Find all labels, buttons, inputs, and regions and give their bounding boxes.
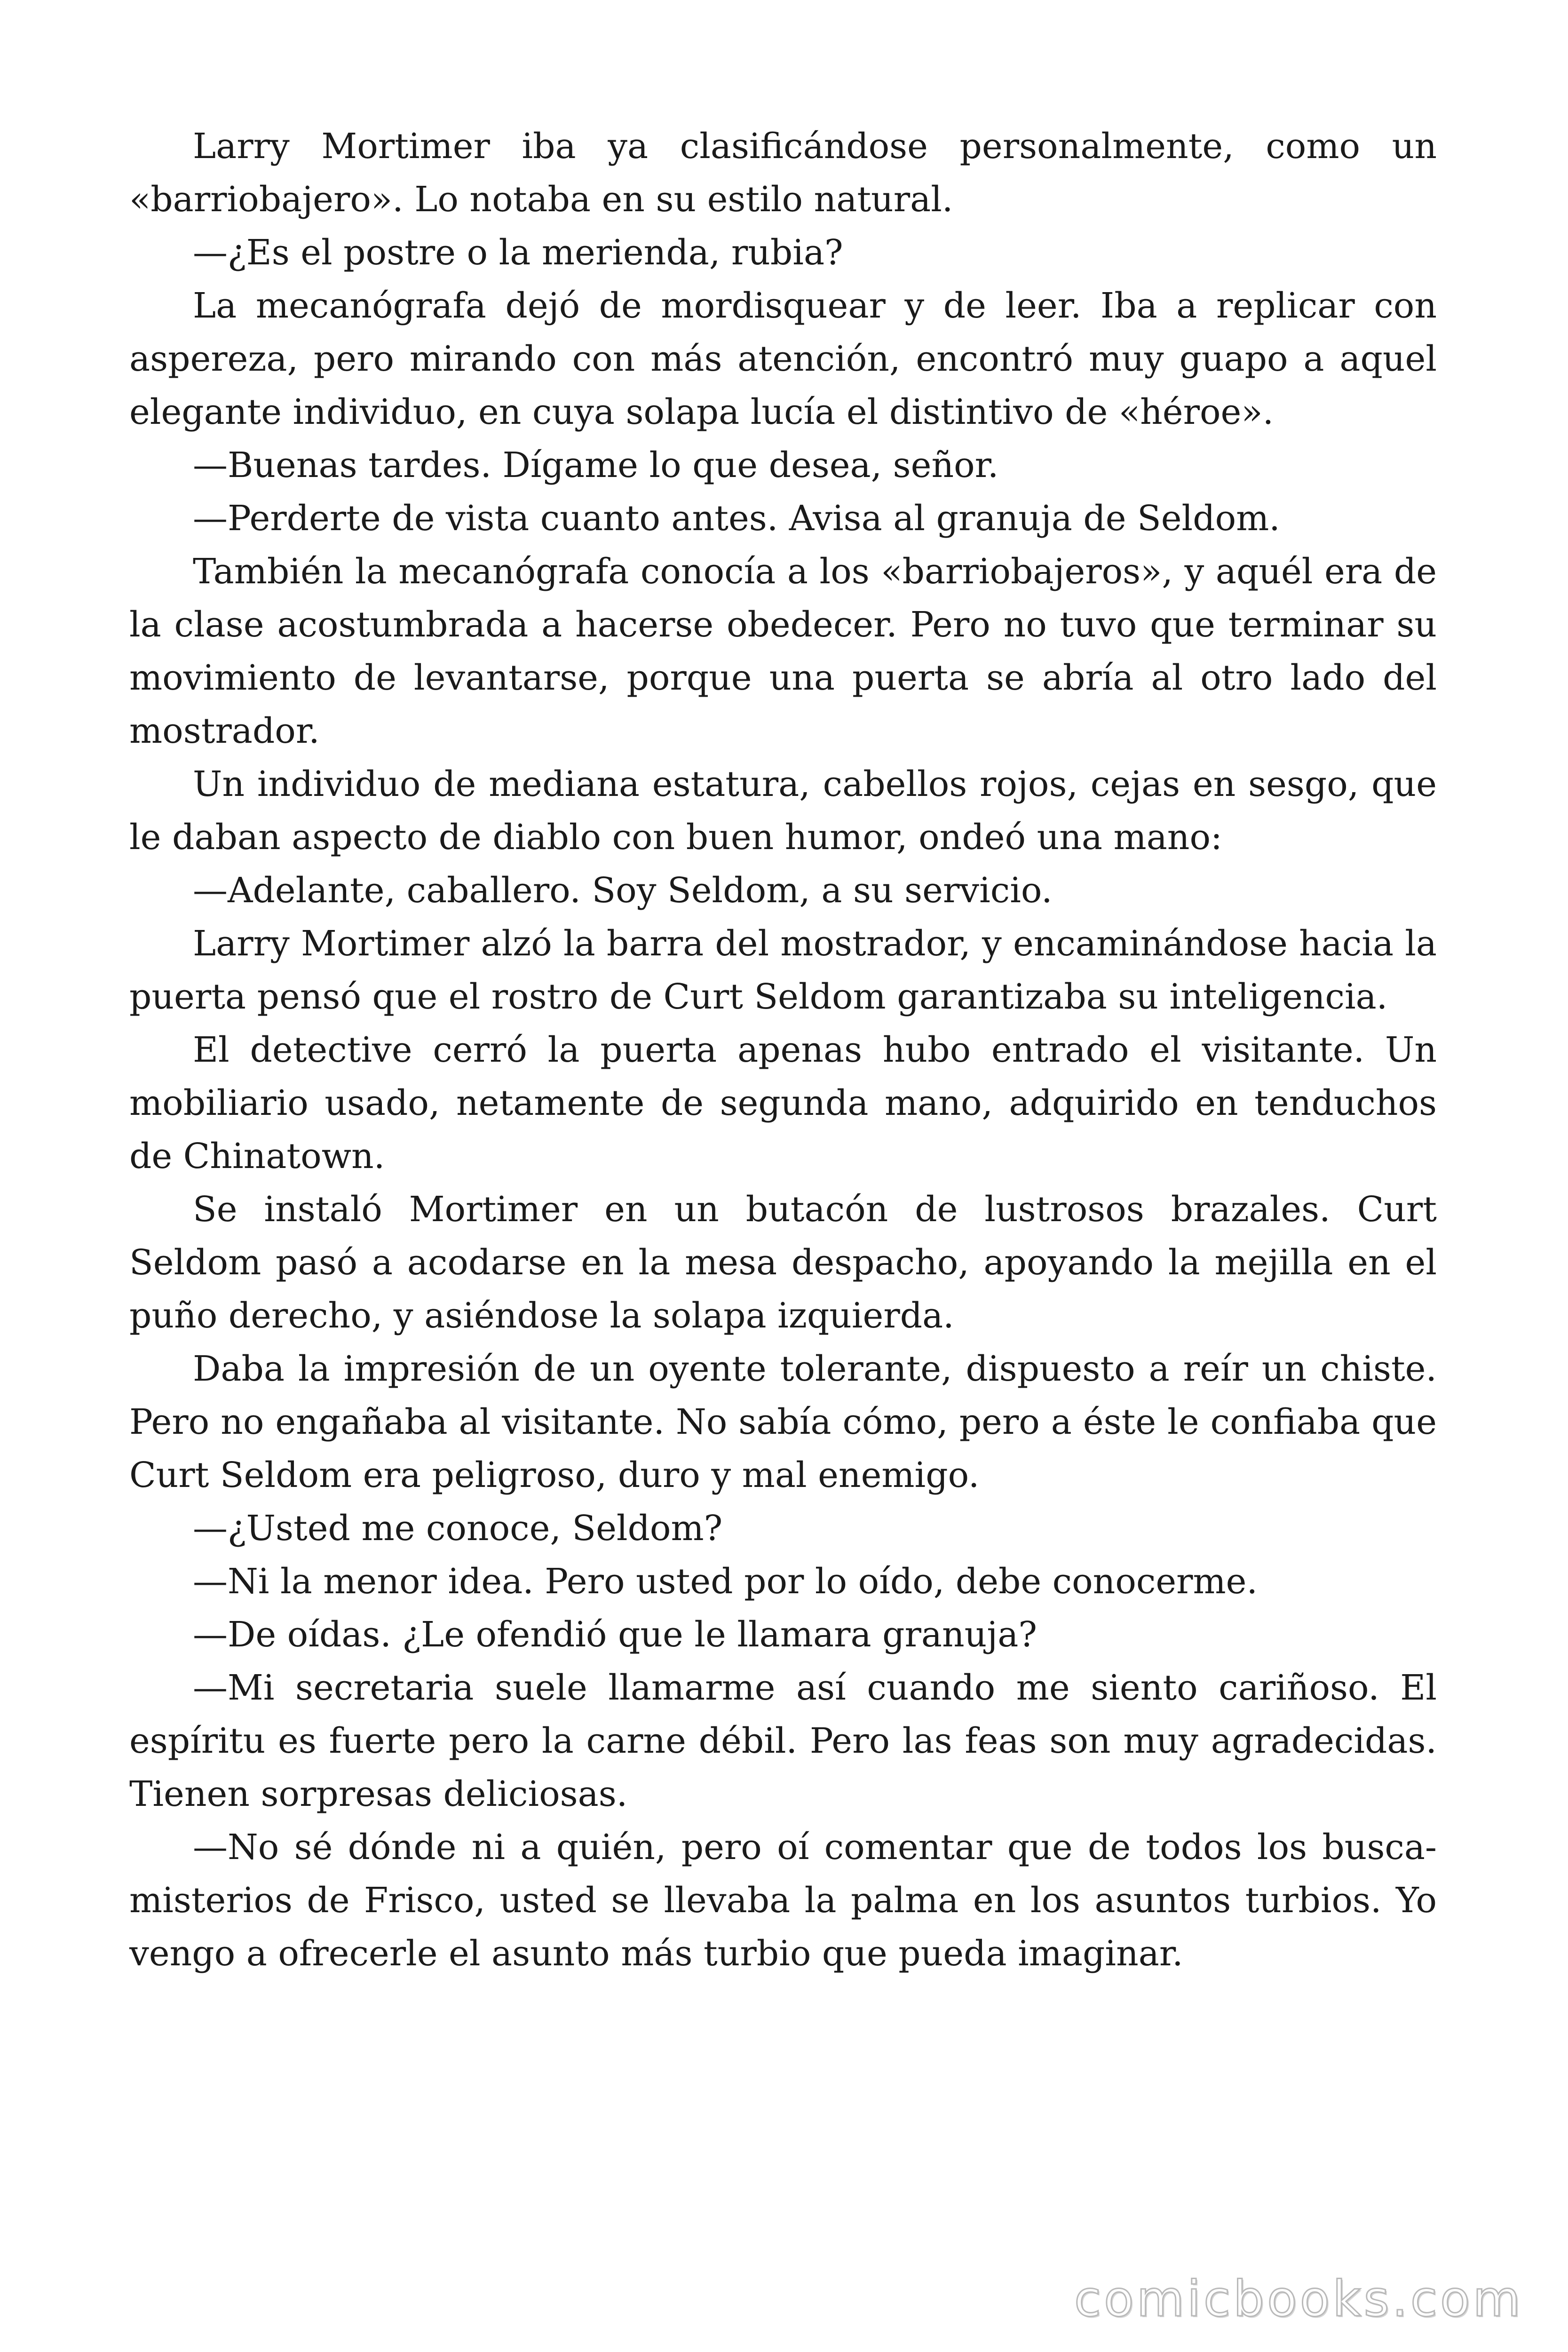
- paragraph: La mecanógrafa dejó de mordisquear y de leer. Iba a replicar con aspereza, pero mirando con más atención, encontró muy guapo a aquel elegante individuo, en cuya solapa lucía el distintivo de «héroe».: [129, 286, 1437, 432]
- paragraph: —No sé dónde ni a quién, pero oí comentar que de todos los busca-misterios de Frisco, usted se llevaba la palma en los asuntos turbios. Yo vengo a ofrecerle el asunto más turbio que pueda imaginar.: [129, 1827, 1437, 1974]
- paragraph: —¿Es el postre o la merienda, rubia?: [193, 232, 843, 273]
- paragraph: —Buenas tardes. Dígame lo que desea, señor.: [193, 445, 999, 485]
- body-text: [129, 120, 1437, 1980]
- paragraph: El detective cerró la puerta apenas hubo entrado el visitante. Un mobiliario usado, netamente de segunda mano, adquirido en tenduchos de Chinatown.: [129, 1030, 1437, 1176]
- paragraph: —Mi secretaria suele llamarme así cuando me siento cariñoso. El espíritu es fuerte pero la carne débil. Pero las feas son muy agradecidas. Tienen sorpresas deliciosas.: [129, 1668, 1437, 1814]
- paragraph: También la mecanógrafa conocía a los «barriobajeros», y aquél era de la clase acostumbrada a hacerse obedecer. Pero no tuvo que terminar su movimiento de levantarse, porque una puerta se abría al otro lado del mostrador.: [129, 551, 1437, 751]
- paragraph: Larry Mortimer iba ya clasificándose personalmente, como un «barriobajero». Lo notaba en su estilo natural.: [129, 126, 1437, 220]
- paragraph: —Perderte de vista cuanto antes. Avisa al granuja de Seldom.: [193, 498, 1280, 539]
- paragraph: Un individuo de mediana estatura, cabellos rojos, cejas en sesgo, que le daban aspecto de diablo con buen humor, ondeó una mano:: [129, 764, 1437, 858]
- paragraph: Daba la impresión de un oyente tolerante, dispuesto a reír un chiste. Pero no engañaba al visitante. No sabía cómo, pero a éste le confiaba que Curt Seldom era peligroso, duro y mal enemigo.: [129, 1349, 1437, 1495]
- watermark-text: comicbooks.com: [1074, 2270, 1523, 2328]
- paragraph: Larry Mortimer alzó la barra del mostrador, y encaminándose hacia la puerta pensó que el rostro de Curt Seldom garantizaba su inteligencia.: [129, 923, 1437, 1017]
- paragraph: —Adelante, caballero. Soy Seldom, a su servicio.: [193, 870, 1053, 911]
- paragraph: —Ni la menor idea. Pero usted por lo oído, debe conocerme.: [193, 1561, 1258, 1602]
- paragraph: Se instaló Mortimer en un butacón de lustrosos brazales. Curt Seldom pasó a acodarse en la mesa despacho, apoyando la mejilla en el puño derecho, y asiéndose la solapa izquierda.: [129, 1189, 1437, 1336]
- paragraph: —¿Usted me conoce, Seldom?: [193, 1508, 723, 1549]
- paragraph: —De oídas. ¿Le ofendió que le llamara granuja?: [193, 1614, 1037, 1655]
